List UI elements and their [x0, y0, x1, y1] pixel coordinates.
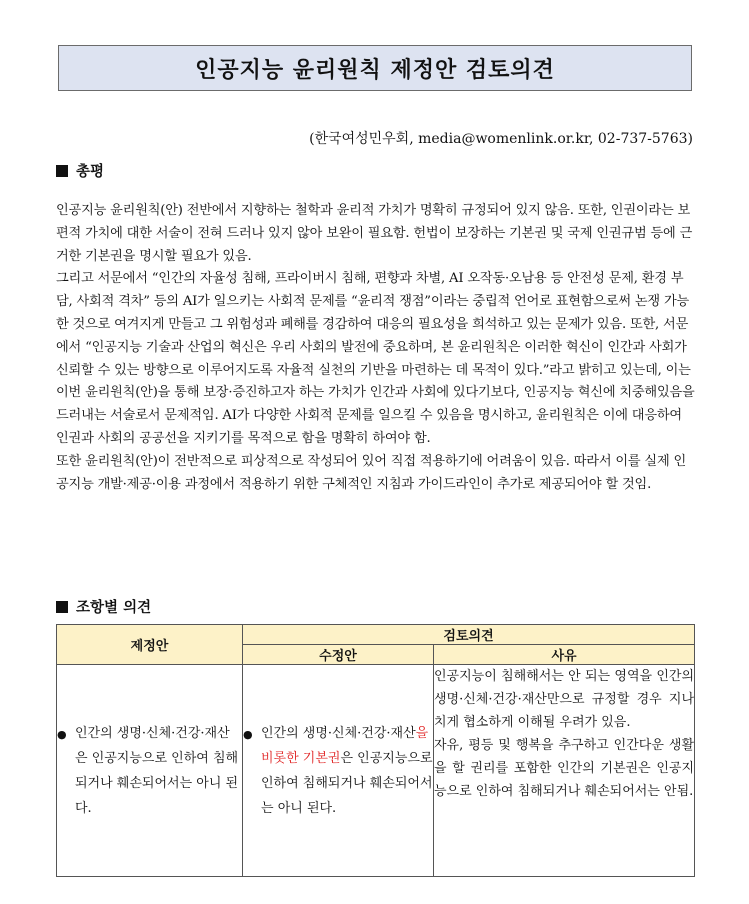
bullet-dot-icon: ●	[57, 727, 67, 741]
draft-cell	[57, 665, 243, 877]
reason-cell	[434, 665, 695, 877]
header-revision: 수정안	[243, 645, 434, 665]
section-heading-label: 총평	[76, 164, 105, 180]
document-title	[58, 45, 692, 91]
summary-paragraph: 또한 윤리원칙(안)이 전반적으로 피상적으로 작성되어 있어 직접 적용하기에 어려움이 있음. 따라서 이를 실제 인공지능 개발·제공·이용 과정에서 적용하기 위한 구체적인 지침과 가이드라인이 추가로 제공되어야 할 것임.	[56, 453, 687, 492]
revision-text-before: 인간의 생명·신체·건강·재산	[261, 725, 416, 741]
draft-text: 인간의 생명·신체·건강·재산은 인공지능으로 인하여 침해되거나 훼손되어서는 아니 된다.	[75, 725, 239, 816]
revision-cell	[243, 665, 434, 877]
section-heading-articles	[56, 596, 151, 617]
summary-paragraph: 그리고 서문에서 “인간의 자율성 침해, 프라이버시 침해, 편향과 차별, AI 오작동·오남용 등 안전성 문제, 환경 부담, 사회적 격차” 등의 AI가 일으키는 사회적 문제를 “윤리적 쟁점”이라는 중립적 언어로 표현함으로써 논쟁 가능한 것으로 여겨지게 만들고 그 위험성과 폐해를 경감하여 대응의 필요성을 희석하고 있는 문제가 있음. 또한, 서문에서 “인공지능 기술과 산업의 혁신은 우리 사회의 발전에 중요하며, 본 윤리원칙은 이러한 혁신이 인간과 사회가 신뢰할 수 있는 방향으로 이루어지도록 자율적 실천의 기반을 마련하는 데 목적이 있다.”라고 밝히고 있는데, 이는 이번 윤리원칙(안)을 통해 보장·증진하고자 하는 가치가 인간과 사회에 있다기보다, 인공지능 혁신에 치중해있음을 드러내는 서술로서 문제적임. AI가 다양한 사회적 문제를 일으킬 수 있음을 명시하고, 윤리원칙은 이에 대응하여 인권과 사회의 공공선을 지키기를 목적으로 함을 명확히 하여야 함.	[56, 271, 695, 446]
revision-text	[261, 721, 433, 821]
header-reason: 사유	[434, 645, 695, 665]
square-bullet-icon	[56, 165, 68, 177]
revision-text-after: 은 인공지능으로 인하여 침해되거나 훼손되어서는 아니 된다.	[261, 750, 433, 816]
header-review: 검토의견	[243, 625, 695, 645]
summary-body	[56, 200, 696, 496]
section-heading-summary	[56, 160, 104, 181]
document-title-text: 인공지능 윤리원칙 제정안 검토의견	[195, 57, 555, 83]
contact-info: (한국여성민우회, media@womenlink.or.kr, 02-737-5763)	[309, 131, 693, 147]
square-bullet-icon	[56, 601, 68, 613]
reason-paragraph: 인공지능이 침해해서는 안 되는 영역을 인간의 생명·신체·건강·재산만으로 규정할 경우 지나치게 협소하게 이해될 우려가 있음.	[434, 669, 695, 730]
opinions-table	[56, 624, 695, 877]
summary-paragraph: 인공지능 윤리원칙(안) 전반에서 지향하는 철학과 윤리적 가치가 명확히 규정되어 있지 않음. 또한, 인권이라는 보편적 가치에 대한 서술이 전혀 드러나 있지 않아 보완이 필요함. 헌법이 보장하는 기본권 및 국제 인권규범 등에 근거한 기본권을 명시할 필요가 있음.	[56, 203, 693, 264]
revision-highlight: 을 비롯한 기본권	[261, 725, 429, 766]
bullet-dot-icon: ●	[243, 727, 253, 741]
reason-paragraph: 자유, 평등 및 행복을 추구하고 인간다운 생활을 할 권리를 포함한 인간의 기본권은 인공지능으로 인하여 침해되거나 훼손되어서는 안됨.	[434, 738, 695, 799]
header-draft: 제정안	[57, 625, 243, 665]
table-row	[57, 665, 695, 877]
section-heading-label: 조항별 의견	[76, 600, 152, 616]
